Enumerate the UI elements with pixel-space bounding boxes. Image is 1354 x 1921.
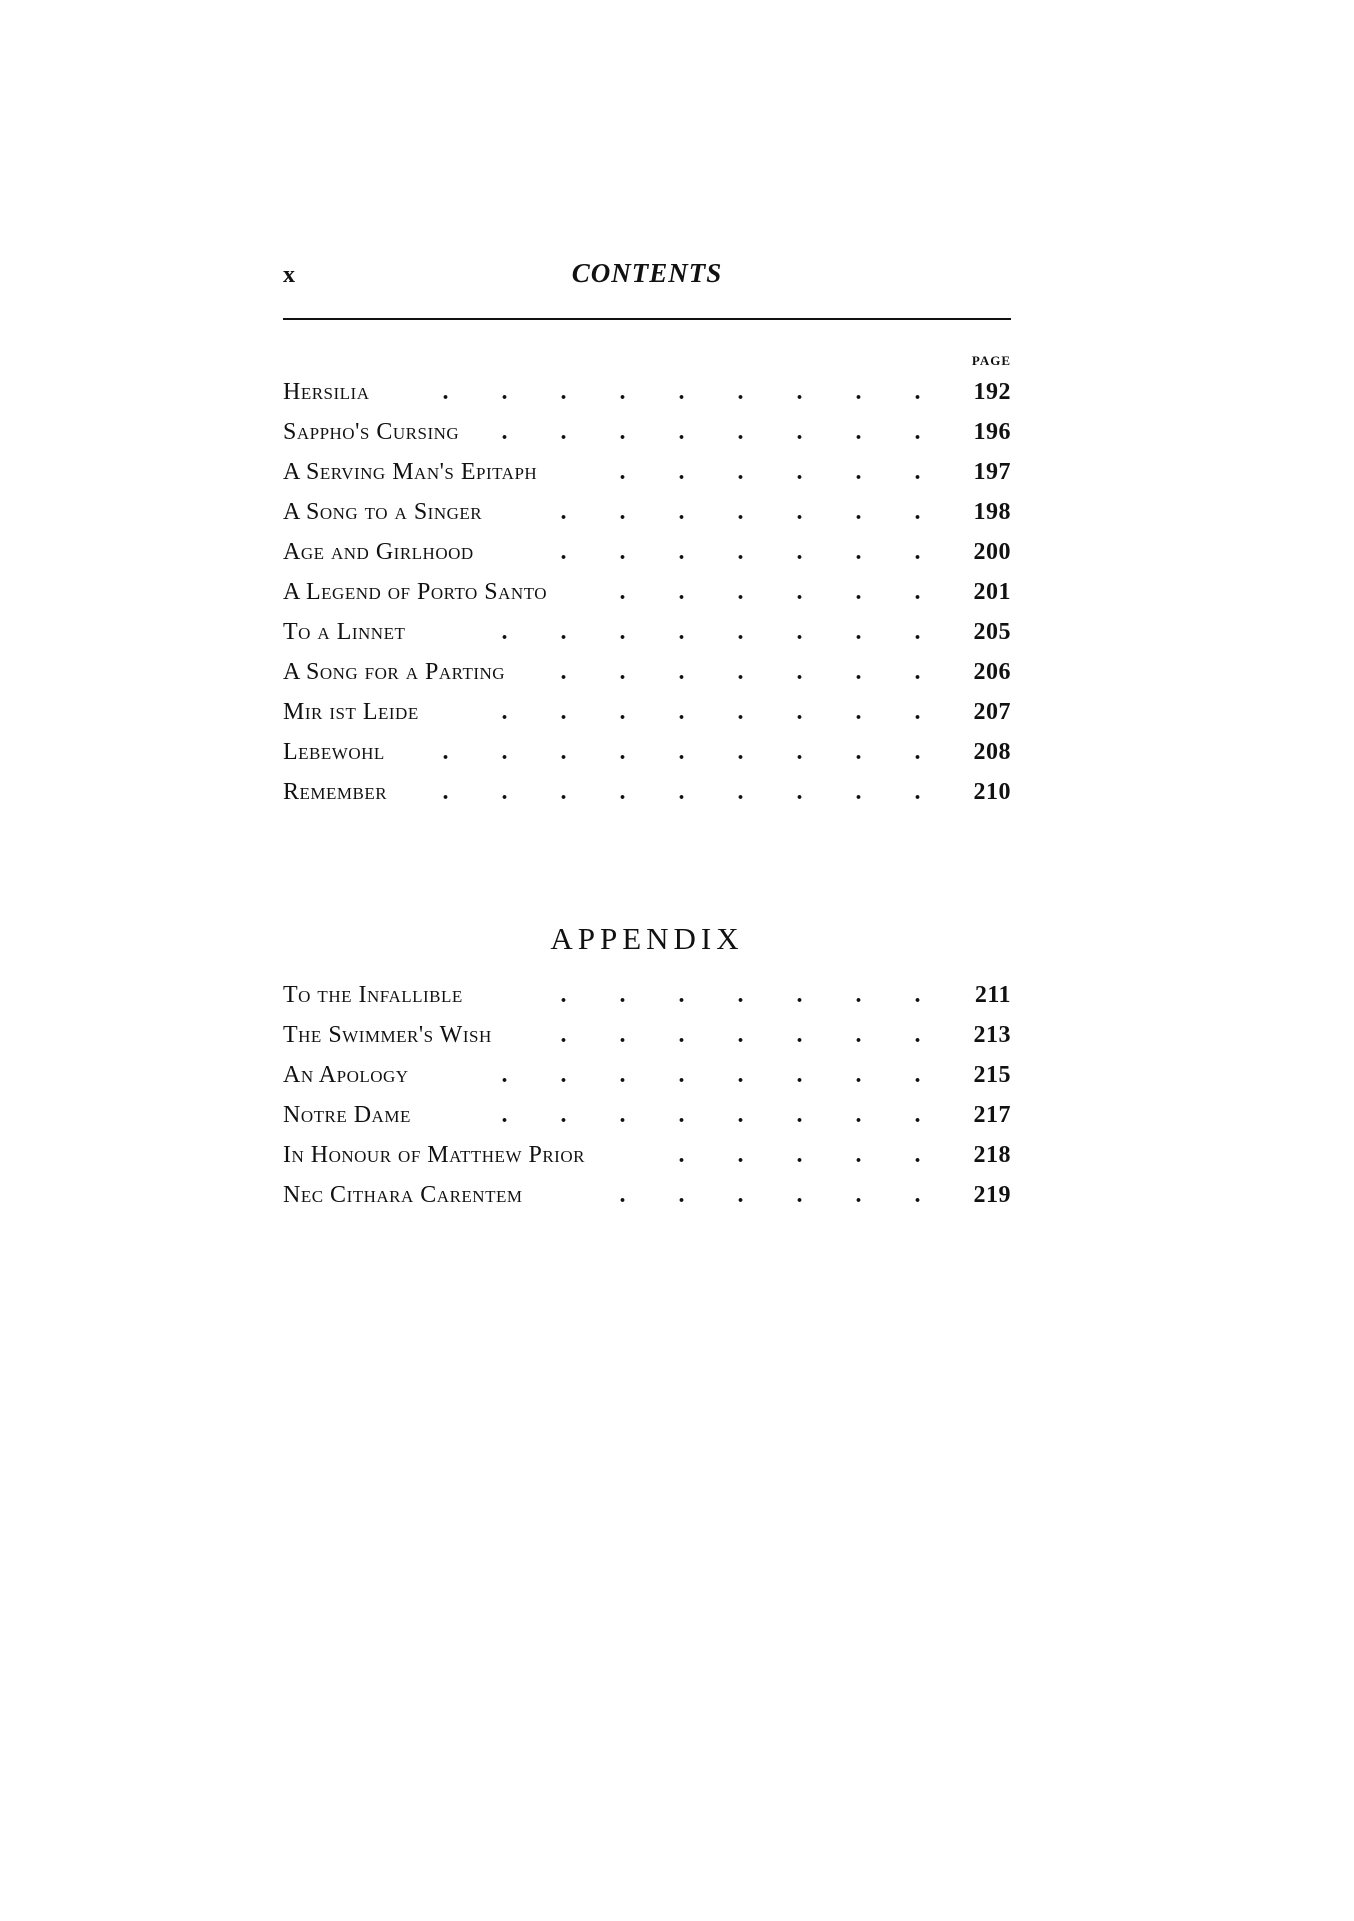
dot-leader: . . . . . . <box>619 579 921 605</box>
entry-page-number: 218 <box>973 1142 1011 1168</box>
toc-entry <box>283 1095 1011 1135</box>
dot-leader: . . . . . . . <box>560 1022 921 1048</box>
toc-entry <box>283 452 1011 492</box>
entry-page-number: 201 <box>973 579 1011 605</box>
entry-title: To the Infallible <box>283 982 463 1008</box>
dot-leader: . . . . . . . . . <box>442 379 921 405</box>
dot-leader: . . . . . <box>678 1142 921 1168</box>
page-title: CONTENTS <box>571 258 723 288</box>
entry-page-number: 198 <box>973 499 1011 525</box>
entry-page-number: 192 <box>973 379 1011 405</box>
dot-leader: . . . . . . <box>619 1182 921 1208</box>
toc-entry <box>283 1055 1011 1095</box>
running-head <box>283 258 1011 298</box>
dot-leader: . . . . . . . . . <box>442 779 921 805</box>
entry-title: Nec Cithara Carentem <box>283 1182 523 1208</box>
toc-entry <box>283 652 1011 692</box>
dot-leader: . . . . . . . <box>560 982 921 1008</box>
entry-title: Age and Girlhood <box>283 539 474 565</box>
toc-entry <box>283 732 1011 772</box>
entry-title: A Legend of Porto Santo <box>283 579 548 605</box>
toc-entry <box>283 412 1011 452</box>
entry-title: Lebewohl <box>283 739 385 765</box>
entry-page-number: 217 <box>973 1102 1011 1128</box>
toc-entry <box>283 492 1011 532</box>
dot-leader: . . . . . . . <box>560 539 921 565</box>
contents-list <box>283 352 1011 812</box>
entry-title: An Apology <box>283 1062 409 1088</box>
entry-page-number: 213 <box>973 1022 1011 1048</box>
dot-leader: . . . . . . . . . <box>442 739 921 765</box>
entry-page-number: 208 <box>973 739 1011 765</box>
toc-entry <box>283 1175 1011 1215</box>
dot-leader: . . . . . . . . <box>501 1062 921 1088</box>
dot-leader: . . . . . . . . <box>501 419 921 445</box>
entry-page-number: 210 <box>973 779 1011 805</box>
entry-page-number: 206 <box>973 659 1011 685</box>
header-rule <box>283 318 1011 320</box>
entry-title: To a Linnet <box>283 619 406 645</box>
entry-page-number: 197 <box>973 459 1011 485</box>
entry-page-number: 219 <box>973 1182 1011 1208</box>
entry-title: A Serving Man's Epitaph <box>283 459 538 485</box>
entry-title: A Song to a Singer <box>283 499 483 525</box>
dot-leader: . . . . . . . <box>560 499 921 525</box>
entry-title: Hersilia <box>283 379 370 405</box>
dot-leader: . . . . . . . . <box>501 1102 921 1128</box>
dot-leader: . . . . . . . . <box>501 619 921 645</box>
entry-page-number: 211 <box>974 982 1011 1008</box>
entry-page-number: 205 <box>973 619 1011 645</box>
entry-title: Notre Dame <box>283 1102 411 1128</box>
dot-leader: . . . . . . <box>619 459 921 485</box>
toc-entry <box>283 1015 1011 1055</box>
entry-page-number: 196 <box>973 419 1011 445</box>
toc-entry <box>283 692 1011 732</box>
toc-entry <box>283 975 1011 1015</box>
toc-entry <box>283 572 1011 612</box>
appendix-contents-list <box>283 975 1011 1215</box>
toc-entry <box>283 612 1011 652</box>
entry-page-number: 207 <box>973 699 1011 725</box>
entry-title: Sappho's Cursing <box>283 419 460 445</box>
entry-title: A Song for a Parting <box>283 659 506 685</box>
entry-title: Mir ist Leide <box>283 699 419 725</box>
entry-page-number: 200 <box>973 539 1011 565</box>
entry-title: In Honour of Matthew Prior <box>283 1142 585 1168</box>
toc-entry <box>283 372 1011 412</box>
toc-entry <box>283 532 1011 572</box>
dot-leader: . . . . . . . <box>560 659 921 685</box>
entry-title: Remember <box>283 779 388 805</box>
toc-entry <box>283 1135 1011 1175</box>
toc-entry <box>283 772 1011 812</box>
page-column-label: PAGE <box>971 353 1011 368</box>
dot-leader: . . . . . . . . <box>501 699 921 725</box>
entry-title: The Swimmer's Wish <box>283 1022 492 1048</box>
entry-page-number: 215 <box>973 1062 1011 1088</box>
appendix-heading: APPENDIX <box>550 920 744 956</box>
page-folio: x <box>283 262 295 288</box>
